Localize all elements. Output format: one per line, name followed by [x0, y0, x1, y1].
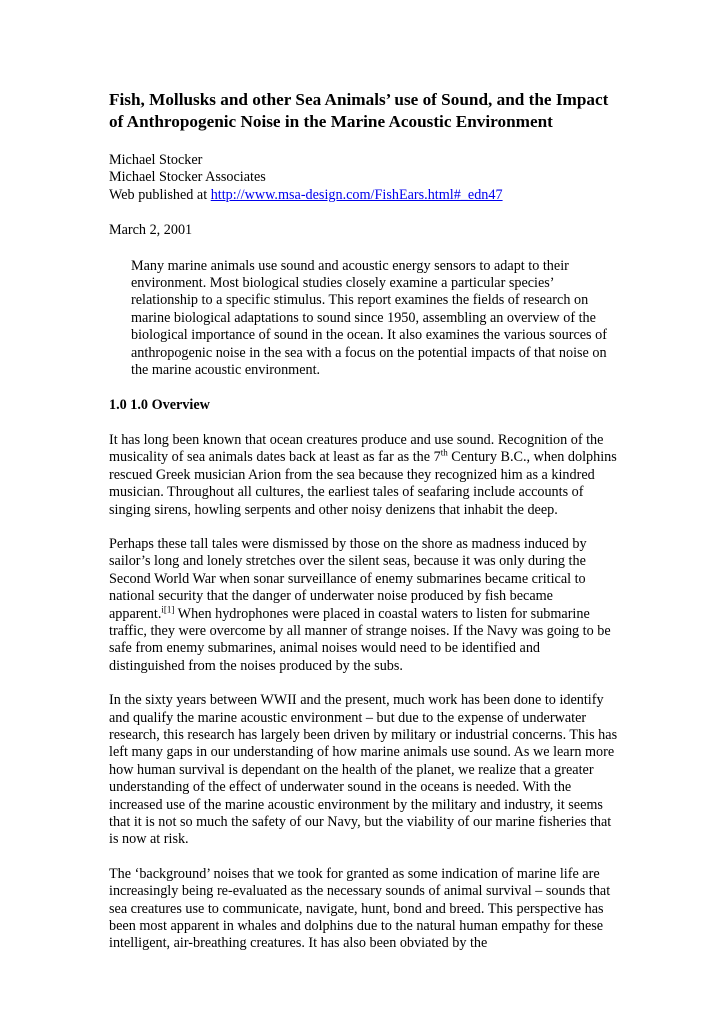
paragraph-2-text-b: When hydrophones were placed in coastal waters to listen for submarine traffic, they were overcome by all manner of strange noises. If the Navy was going to be safe from enemy submarines, animal noises would need to be identified and distinguished from the noises produced by the subs.: [109, 605, 611, 674]
document-title: Fish, Mollusks and other Sea Animals’ use of Sound, and the Impact of Anthropogenic Noise in the Marine Acoustic Environment: [109, 90, 609, 131]
web-published-line: [109, 187, 619, 204]
section-heading-overview: 1.0 1.0 Overview: [109, 397, 210, 414]
paragraph-2-text-a: Perhaps these tall tales were dismissed by those on the shore as madness induced by sailor’s long and lonely stretches over the silent seas, because it was only during the Second World War when sonar surveillance of enemy submarines became critical to national security that the danger of underwater noise produced by fish became apparent.: [109, 535, 587, 622]
superscript-th: th: [440, 447, 448, 458]
footnote-reference[interactable]: i[1]: [161, 603, 175, 614]
body-paragraph-1: [109, 432, 619, 519]
abstract-paragraph: Many marine animals use sound and acoustic energy sensors to adapt to their environment. Most biological studies closely examine a particular species’ relationship to a specific stimulus. This report examines the fields of research on marine biological adaptations to sound since 1950, assembling an overview of the biological importance of sound in the ocean. It also examines the various sources of anthropogenic noise in the sea with a focus on the potential impacts of that noise on the marine acoustic environment.: [131, 257, 607, 379]
body-paragraph-4: The ‘background’ noises that we took for granted as some indication of marine life are increasingly being re-evaluated as the necessary sounds of animal survival – sounds that sea creatures use to communicate, navigate, hunt, bond and breed. This perspective has been most apparent in whales and dolphins due to the natural human empathy for these intelligent, air-breathing creatures. It has also been obviated by the: [109, 865, 611, 952]
author-name: Michael Stocker: [109, 152, 203, 168]
document-body: [109, 89, 619, 953]
body-paragraph-3: In the sixty years between WWII and the present, much work has been done to identify and qualify the marine acoustic environment – but due to the expense of underwater research, this research has largely been driven by military or industrial concerns. This has left many gaps in our understanding of how marine animals use sound. As we learn more how human survival is dependant on the health of the planet, we realize that a greater understanding of the effect of underwater sound in the oceans is needed. With the increased use of the marine acoustic environment by the military and industry, it seems that it is not so much the safety of our Navy, but the viability of our marine fisheries that is now at risk.: [109, 692, 618, 848]
publication-date: March 2, 2001: [109, 222, 193, 239]
body-paragraph-2: [109, 536, 619, 675]
author-organization: Michael Stocker Associates: [109, 169, 266, 186]
web-published-label: Web published at: [109, 186, 211, 203]
paragraph-1-text-a: It has long been known that ocean creatures produce and use sound. Recognition of the musicality of sea animals dates back at least as far as the 7: [109, 431, 604, 466]
source-url-link[interactable]: http://www.msa-design.com/FishEars.html#_edn47: [210, 186, 503, 203]
author-block: [109, 152, 619, 204]
paragraph-1-text-b: Century B.C., when dolphins rescued Greek musician Arion from the sea because they recognized him as a kindred musician. Throughout all cultures, the earliest tales of seafaring include accounts of singing sirens, howling serpents and other noisy denizens that inhabit the deep.: [109, 449, 617, 518]
